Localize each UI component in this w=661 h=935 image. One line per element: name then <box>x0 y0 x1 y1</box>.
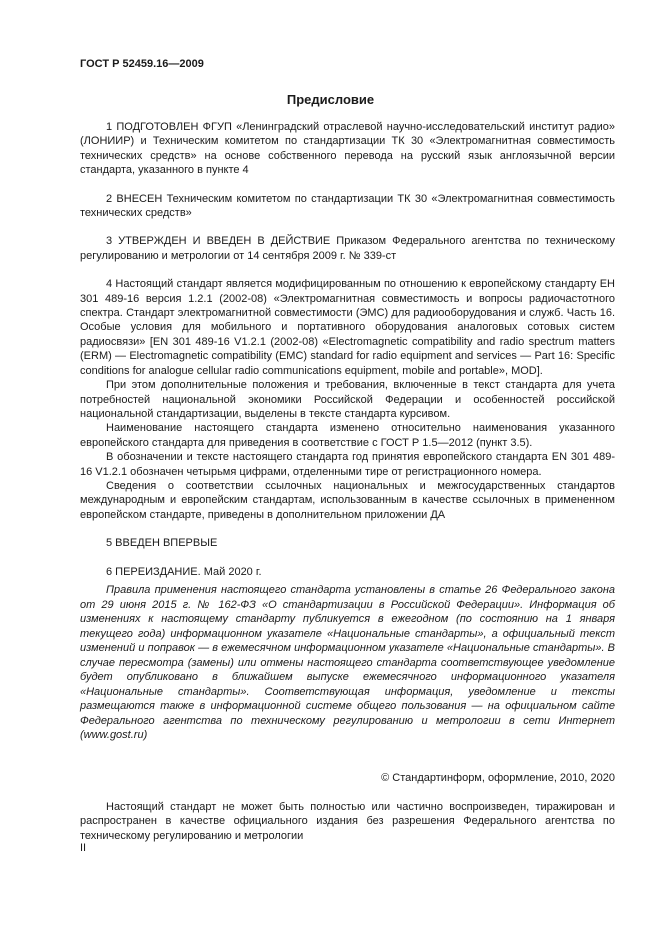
preface-body <box>80 120 615 579</box>
item-4-paragraph: 4 Настоящий стандарт является модифицированным по отношению к европейскому стандарту ЕН 301 489-16 версия 1.2.1 (2002-08) «Электромагнитная совместимость и вопросы радиочастотного спектра. Стандарт электромагнитной совместимости (ЭМС) для радиооборудования и служб. Часть 16. Особые условия для мобильного и портативного оборудования аналоговых сотовых систем радиосвязи» [EN 301 489-16 V1.2.1 (2002-08) «Electromagnetic compatibility and radio spectrum matters (ERM) — Electromagnetic compatibility (EMC) standard for radio equipment and services — Part 16: Specific conditions for analogue cellular radio communications equipment, mobile and portable», MOD]. <box>80 278 615 377</box>
item-6-paragraph: 6 ПЕРЕИЗДАНИЕ. Май 2020 г. <box>106 565 262 578</box>
document-id-header: ГОСТ Р 52459.16—2009 <box>80 58 204 70</box>
item-3-paragraph: 3 УТВЕРЖДЕН И ВВЕДЕН В ДЕЙСТВИЕ Приказом Федерального агентства по техническому регулированию и метрологии от 14 сентября 2009 г. № 339-ст <box>80 235 615 262</box>
item-4-additions-paragraph: При этом дополнительные положения и требования, включенные в текст стандарта для учета потребностей национальной экономики Российской Федерации и особенностей российской национальной стандартизации, выделены в тексте стандарта курсивом. <box>80 379 615 420</box>
application-rules-note: Правила применения настоящего стандарта установлены в статье 26 Федерального закона от 29 июня 2015 г. № 162-ФЗ «О стандартизации в Российской Федерации». Информация об изменениях к настоящему стандарту публикуется в ежегодном (по состоянию на 1 января текущего года) информационном указателе «Национальные стандарты», а официальный текст изменений и поправок — в ежемесячном информационном указателе «Национальные стандарты». В случае пересмотра (замены) или отмены настоящего стандарта соответствующее уведомление будет опубликовано в ближайшем выпуске ежемесячного информационного указателя «Национальные стандарты». Соответствующая информация, уведомление и тексты размещаются также в информационной системе общего пользования — на официальном сайте Федерального агентства по техническому регулированию и метрологии в сети Интернет (www.gost.ru) <box>80 584 615 741</box>
copyright-line: © Стандартинформ, оформление, 2010, 2020 <box>381 772 615 784</box>
item-4-designation-paragraph: В обозначении и тексте настоящего стандарта год принятия европейского стандарта EN 301 489-16 V1.2.1 обозначен четырьмя цифрами, отделенными тире от регистрационного номера. <box>80 451 615 478</box>
item-5-paragraph: 5 ВВЕДЕН ВПЕРВЫЕ <box>106 537 218 550</box>
page-title: Предисловие <box>286 92 375 107</box>
item-1-paragraph: 1 ПОДГОТОВЛЕН ФГУП «Ленинградский отраслевой научно-исследовательский институт радио» (ЛОНИИР) и Техническим комитетом по стандартизации ТК 30 «Электромагнитная совместимость технических средств» на основе собственного перевода на русский язык англоязычной версии стандарта, указанного в пункте 4 <box>80 121 615 177</box>
reproduction-notice: Настоящий стандарт не может быть полностью или частично воспроизведен, тиражирован и распространен в качестве официального издания без разрешения Федерального агентства по техническому регулированию и метрологии <box>80 801 615 842</box>
page-number: II <box>80 842 87 854</box>
item-2-paragraph: 2 ВНЕСЕН Техническим комитетом по стандартизации ТК 30 «Электромагнитная совместимость технических средств» <box>80 192 615 220</box>
item-4-title-change-paragraph: Наименование настоящего стандарта изменено относительно наименования указанного европейского стандарта для приведения в соответствие с ГОСТ Р 1.5—2012 (пункт 3.5). <box>80 422 615 449</box>
item-4-references-paragraph: Сведения о соответствии ссылочных национальных и межгосударственных стандартов международным и европейским стандартам, использованным в качестве ссылочных в примененном европейском стандарте, приведены в дополнительном приложении ДА <box>80 479 615 521</box>
